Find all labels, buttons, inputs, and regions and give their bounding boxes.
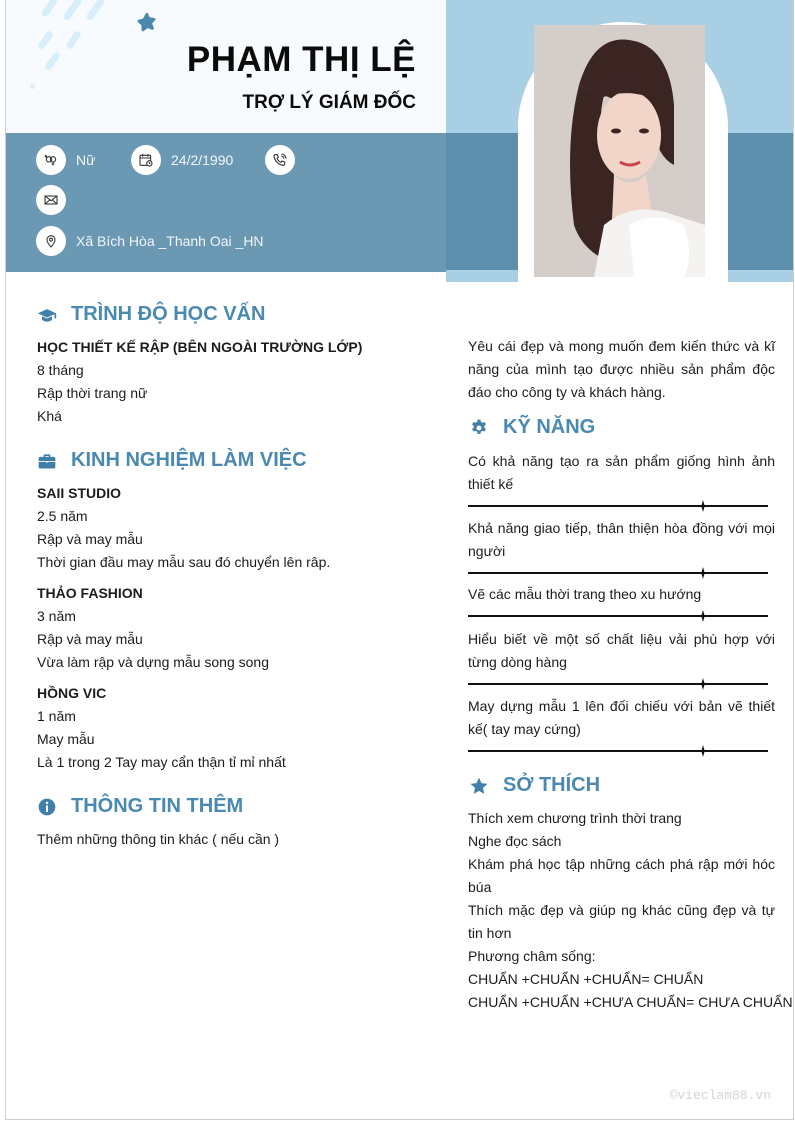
info-icon — [36, 796, 58, 818]
skills-heading — [468, 416, 595, 439]
job-company: SAII STUDIO — [37, 485, 122, 501]
objective-text: Yêu cái đẹp và mong muốn đem kiến thức và kĩ năng của mình tạo được nhiều sản phẩm độc đáo cho công ty và khách hàng. — [468, 338, 775, 400]
skill-text: May dựng mẫu 1 lên đối chiếu với bản vẽ thiết kế( tay may cứng) — [468, 698, 775, 737]
skill-bar — [468, 750, 768, 752]
skill-bar — [468, 615, 768, 617]
profile-photo — [534, 25, 705, 277]
gear-icon — [468, 417, 490, 439]
hobby-line: Thích mặc đẹp và giúp ng khác cũng đẹp và tự tin hơn — [468, 902, 775, 941]
hobby-line: Thích xem chương trình thời trang — [468, 810, 682, 826]
cv-page — [5, 0, 794, 1120]
additional-heading — [36, 795, 243, 818]
mail-icon — [36, 185, 66, 215]
skill-bar — [468, 505, 768, 507]
experience-heading — [36, 449, 307, 472]
skill-level-diamond-icon — [698, 567, 708, 579]
job-role: Rập và may mẫu — [37, 531, 143, 547]
birthday-value: 24/2/1990 — [171, 152, 234, 168]
star-icon — [468, 775, 490, 797]
job-duration: 3 năm — [37, 608, 76, 624]
skills-heading-label: KỸ NĂNG — [503, 416, 596, 438]
skill-text: Khả năng giao tiếp, thân thiện hòa đồng với mọi người — [468, 520, 775, 559]
education-grade: Khá — [37, 408, 62, 424]
watermark: ©vieclam88.vn — [669, 1088, 771, 1103]
graduation-cap-icon — [36, 304, 58, 326]
hobby-line: CHUẨN +CHUẨN +CHƯA CHUẨN= CHƯA CHUẨN — [468, 994, 793, 1010]
job-role: May mẫu — [37, 731, 95, 747]
phone-icon — [265, 145, 295, 175]
additional-heading-label: THÔNG TIN THÊM — [71, 795, 244, 817]
contact-phone[interactable] — [265, 145, 305, 175]
job-description: Thời gian đầu may mẫu sau đó chuyển lên râp. — [37, 554, 331, 570]
address-value: Xã Bích Hòa _Thanh Oai _HN — [76, 233, 264, 249]
hobby-line: Khám phá học tập những cách phá rập mới hóc búa — [468, 856, 775, 895]
skill-item — [468, 628, 775, 685]
hobby-line: Phương châm sống: — [468, 948, 596, 964]
decor-dot — [30, 84, 35, 89]
skill-item — [468, 695, 775, 752]
skill-level-diamond-icon — [698, 610, 708, 622]
calendar-icon — [131, 145, 161, 175]
skill-item — [468, 517, 775, 574]
skill-level-diamond-icon — [698, 678, 708, 690]
skill-text: Hiểu biết về một số chất liệu vải phù hợp với từng dòng hàng — [468, 631, 775, 670]
education-duration: 8 tháng — [37, 362, 84, 378]
skill-bar — [468, 572, 768, 574]
job-duration: 1 năm — [37, 708, 76, 724]
contact-email[interactable] — [36, 185, 76, 215]
job-company: THẢO FASHION — [37, 585, 143, 601]
skill-item — [468, 450, 775, 507]
job-company: HỒNG VIC — [37, 685, 107, 701]
education-school: HỌC THIẾT KẾ RẬP (BÊN NGOÀI TRƯỜNG LỚP) — [37, 339, 363, 355]
contact-birthday — [131, 145, 233, 175]
gender-icon — [36, 145, 66, 175]
education-major: Rập thời trang nữ — [37, 385, 148, 401]
contact-gender — [36, 145, 95, 175]
hobby-line: Nghe đọc sách — [468, 833, 562, 849]
job-description: Vừa làm rập và dựng mẫu song song — [37, 654, 269, 670]
contact-address — [36, 226, 264, 256]
skill-level-diamond-icon — [698, 500, 708, 512]
job-title: TRỢ LÝ GIÁM ĐỐC — [242, 92, 416, 113]
skill-text: Có khả năng tạo ra sản phẩm giống hình ảnh thiết kế — [468, 453, 775, 492]
skill-level-diamond-icon — [698, 745, 708, 757]
hobby-line: CHUẨN +CHUẨN +CHUẨN= CHUẨN — [468, 971, 704, 987]
location-pin-icon — [36, 226, 66, 256]
education-heading-label: TRÌNH ĐỘ HỌC VẤN — [71, 303, 266, 325]
briefcase-icon — [36, 450, 58, 472]
decor-star-icon — [134, 10, 160, 36]
hobbies-heading-label: SỞ THÍCH — [503, 774, 601, 796]
portrait-illustration — [534, 25, 705, 277]
gender-value: Nữ — [76, 152, 96, 168]
skill-text: Vẽ các mẫu thời trang theo xu hướng — [468, 586, 702, 602]
education-heading — [36, 303, 265, 326]
skill-bar — [468, 683, 768, 685]
job-role: Rập và may mẫu — [37, 631, 143, 647]
experience-heading-label: KINH NGHIỆM LÀM VIỆC — [71, 449, 307, 471]
skill-item — [468, 583, 775, 617]
candidate-name: PHẠM THỊ LỆ — [186, 40, 416, 79]
additional-text: Thêm những thông tin khác ( nếu cần ) — [37, 831, 280, 847]
hobbies-heading — [468, 774, 600, 797]
job-duration: 2.5 năm — [37, 508, 88, 524]
job-description: Là 1 trong 2 Tay may cẩn thận tỉ mỉ nhất — [37, 754, 286, 770]
